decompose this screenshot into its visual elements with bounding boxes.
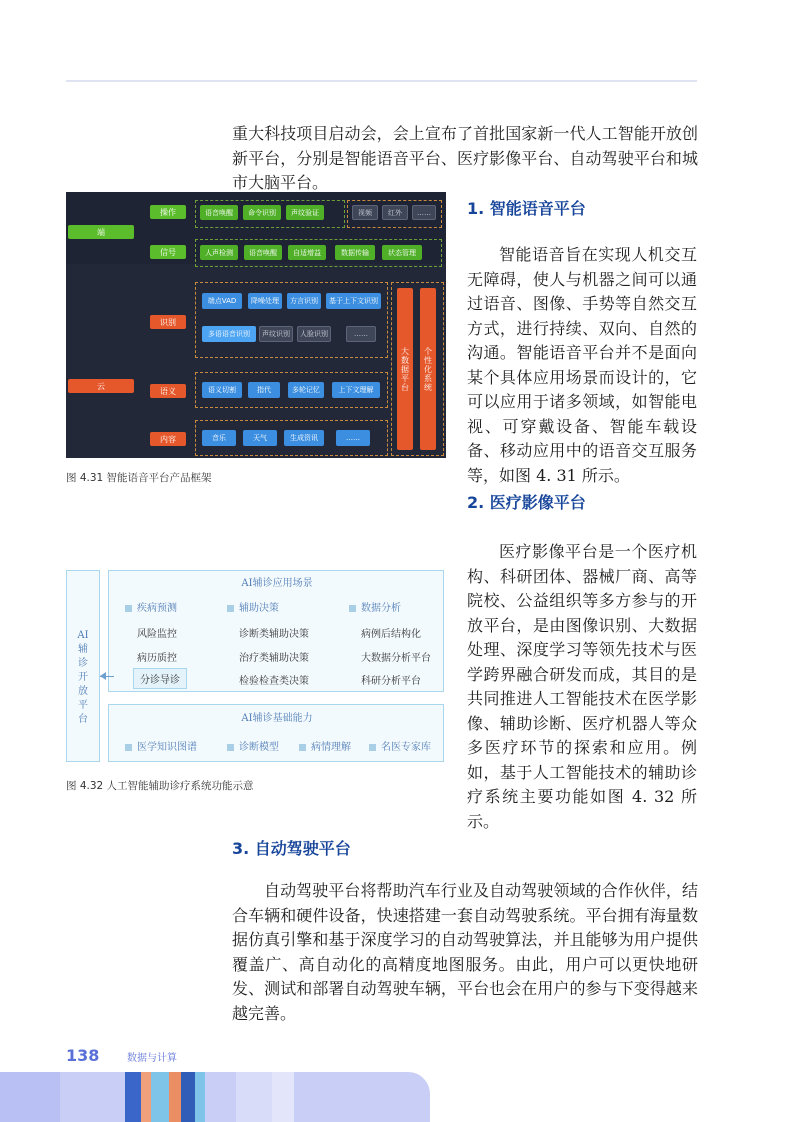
col-head-disease-prediction [125,599,177,614]
chip-voice-detect: 人声检测 [200,245,238,260]
section-3-heading: 3. 自动驾驶平台 [232,839,351,858]
stripe [125,1072,141,1122]
chip-video: 视频 [352,205,378,220]
row-label-semantics: 语义 [150,384,186,398]
capability-knowledge-graph [125,738,197,753]
chip-vad: 端点VAD [202,293,242,309]
stripe [151,1072,169,1122]
application-scenes-title: AI辅诊应用场景 [241,578,313,589]
bullet-square [125,744,132,751]
chip-recog-more: …… [346,326,376,342]
application-scenes-box [108,570,444,692]
bullet-square [299,744,306,751]
row-label-recognition: 识别 [150,315,186,329]
book-title: 数据与计算 [127,1053,177,1064]
stripe [181,1072,195,1122]
chip-voiceprint-recog: 声纹识别 [259,326,293,342]
chip-wake: 语音唤醒 [200,205,238,220]
col-head-text: 疾病预测 [137,603,177,614]
chip-news: 生成资讯 [284,430,324,446]
chip-context: 基于上下文识别 [326,293,381,309]
item-big-data-platform: 大数据分析平台 [361,653,431,664]
chip-infrared: 红外 [382,205,408,220]
capability-text: 名医专家库 [381,742,431,753]
stripe [141,1072,151,1122]
bullet-square [125,605,132,612]
stripe [0,1072,60,1122]
chip-voice-wake: 语音唤醒 [244,245,282,260]
figure-4-31-caption: 图 4.31 智能语音平台产品框架 [66,472,212,484]
capability-text: 医学知识图谱 [137,742,197,753]
section-2-heading: 2. 医疗影像平台 [467,493,586,512]
col-head-assist-decision [227,599,279,614]
chip-more: …… [412,205,436,220]
item-record-qc: 病历质控 [137,653,177,664]
bullet-square [349,605,356,612]
bullet-square [369,744,376,751]
device-side-label: 端 [68,225,134,239]
intro-paragraph: 重大科技项目启动会，会上宣布了首批国家新一代人工智能开放创新平台，分别是智能语音平台、医疗影像平台、自动驾驶平台和城市大脑平台。 [232,124,698,192]
chip-reference: 指代 [248,382,280,398]
chip-data-transfer: 数据传输 [335,245,375,260]
chip-face: 人脸识别 [297,326,331,342]
section-2-paragraph: 医疗影像平台是一个医疗机构、科研团体、器械厂商、高等院校、公益组织等多方参与的开放平台，是由图像识别、大数据处理、深度学习等领先技术与医学跨界融合研发而成，其目的是共同推进人工智能技术在医学影像、辅助诊断、医疗机器人等众多医疗环节的探索和应用。例如，基于人工智能技术的辅助诊疗系统主要功能如图 4. 32 所示。 [467,542,697,831]
section-1-heading: 1. 智能语音平台 [467,199,586,218]
chip-content-more: …… [336,430,370,446]
item-treatment-decision: 治疗类辅助决策 [239,653,309,664]
chip-multilang: 多语语音识别 [202,326,256,342]
chip-music: 音乐 [202,430,236,446]
capability-text: 诊断模型 [239,742,279,753]
chip-voiceprint: 声纹验证 [286,205,324,220]
chip-context-understand: 上下文理解 [332,382,380,398]
item-research-platform: 科研分析平台 [361,676,421,687]
chip-multiturn: 多轮记忆 [288,382,324,398]
item-risk-monitor: 风险监控 [137,629,177,640]
capability-diagnosis-model [227,738,279,753]
arrow-head [100,672,106,680]
capability-text: 病情理解 [311,742,351,753]
cloud-side-label: 云 [68,379,134,393]
page-number: 138 [66,1046,100,1065]
capability-condition-understanding [299,738,351,753]
figure-4-31-voice-platform-framework [66,192,446,458]
stripe [169,1072,181,1122]
col-head-text: 辅助决策 [239,603,279,614]
row-label-content: 内容 [150,432,186,446]
section-1-paragraph: 智能语音旨在实现人机交互无障碍，使人与机器之间可以通过语音、图像、手势等自然交互方式，进行持续、双向、自然的沟通。智能语音平台并不是面向某个具体应用场景而设计的，它可以应用于诸多领域，如智能电视、可穿戴设备、智能车载设备、移动应用中的语音交互服务等，如图 4. 31 所示。 [467,245,697,485]
chip-weather: 天气 [243,430,277,446]
basic-capability-box [108,704,444,762]
chip-dialect: 方言识别 [287,293,321,309]
col-head-data-analysis [349,599,401,614]
bullet-square [227,744,234,751]
capability-expert-library [369,738,431,753]
stripe [236,1072,272,1122]
item-triage: 分诊导诊 [133,668,187,689]
big-data-platform-bar: 大数据平台 [397,288,413,450]
chip-command: 命令识别 [243,205,281,220]
bullet-square [227,605,234,612]
figure-4-32-caption: 图 4.32 人工智能辅助诊疗系统功能示意 [66,780,254,792]
chip-semantic-cut: 语义切割 [202,382,242,398]
item-post-structuring: 病例后结构化 [361,629,421,640]
ai-open-platform-label: AI辅诊开放平台 [77,630,89,725]
ai-open-platform-side [66,570,100,762]
figure-4-32-ai-diagnosis-system [66,568,446,764]
stripe [195,1072,205,1122]
header-rule [66,80,697,82]
basic-capability-title: AI辅诊基础能力 [241,713,313,724]
item-exam-decision: 检验检查类决策 [239,676,309,687]
row-label-operation: 操作 [150,205,186,219]
section-3-paragraph: 自动驾驶平台将帮助汽车行业及自动驾驶领域的合作伙伴，结合车辆和硬件设备，快速搭建一套自动驾驶系统。平台拥有海量数据仿真引擎和基于深度学习的自动驾驶算法，并且能够为用户提供覆盖广、高自动化的高精度地图服务。由此，用户可以更快地研发、测试和部署自动驾驶车辆，平台也会在用户的参与下变得越来越完善。 [232,881,698,1023]
item-diagnosis-decision: 诊断类辅助决策 [239,629,309,640]
col-head-text: 数据分析 [361,603,401,614]
personalization-system-bar: 个性化系统 [420,288,436,450]
chip-state-mgmt: 状态管理 [382,245,422,260]
row-label-signal: 信号 [150,245,186,259]
chip-auto-gain: 自适增益 [288,245,326,260]
footer-decorative-band [0,1072,430,1122]
chip-denoise: 降噪处理 [248,293,282,309]
stripe [272,1072,294,1122]
